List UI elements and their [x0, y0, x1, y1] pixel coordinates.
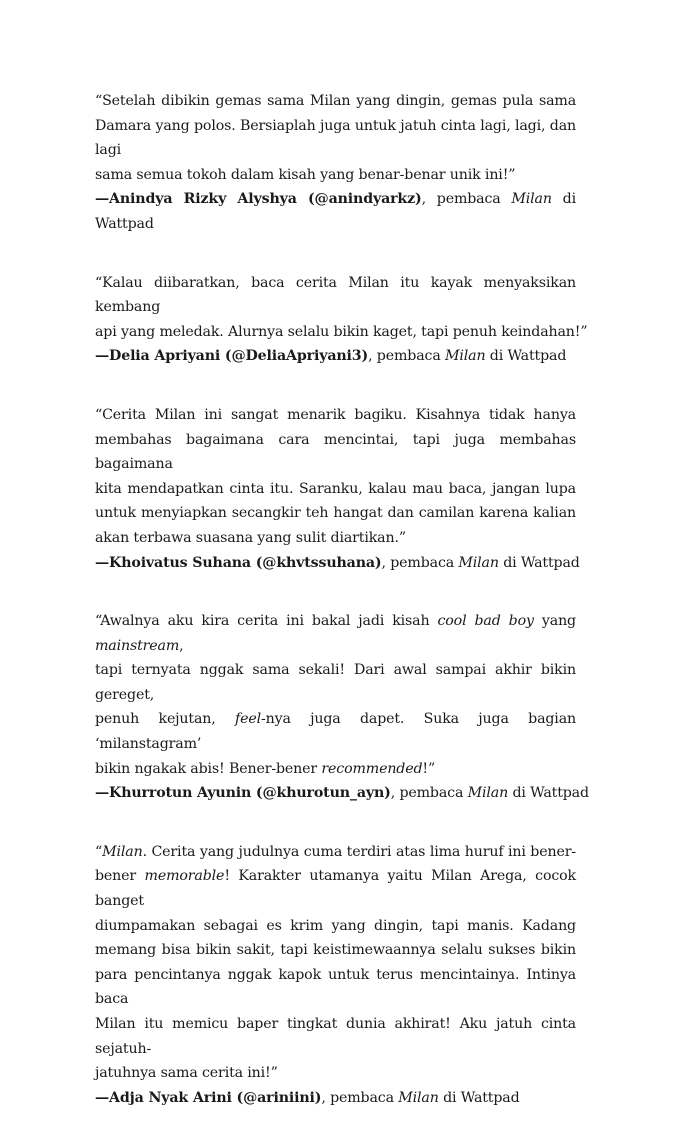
quote-line [95, 609, 576, 658]
italic-text: cool bad boy [437, 613, 534, 630]
text-run: di Wattpad [498, 554, 580, 571]
quote-line [95, 89, 576, 114]
reviewer-name: —Khoivatus Suhana (@khvtssuhana) [95, 554, 382, 571]
text-run: ! Karakter utamanya yaitu Milan Arega, cocok banget [95, 868, 576, 910]
reviewer-name: —Adja Nyak Arini (@ariniini) [95, 1089, 322, 1106]
quote-line [95, 526, 576, 551]
italic-text: Milan [398, 1089, 439, 1106]
quote-line [95, 757, 576, 782]
quote-line [95, 271, 576, 320]
text-run: , pembaca [321, 1089, 399, 1106]
quote-line [95, 914, 576, 939]
testimonial-list [95, 89, 589, 1110]
text-run: para pencintanya nggak kapok untuk terus mencintainya. Intinya baca [95, 966, 576, 1008]
italic-text: Milan [102, 843, 143, 860]
quote-line [95, 658, 576, 707]
text-run: di [551, 191, 576, 208]
quote-line [95, 163, 576, 188]
quote-line [95, 938, 576, 963]
text-run: “Setelah dibikin gemas sama Milan yang dingin, gemas pula sama [95, 93, 576, 109]
quote-line [95, 501, 576, 526]
text-run: , pembaca [390, 785, 468, 802]
reviewer-name: —Khurrotun Ayunin (@khurotun_ayn) [95, 785, 391, 802]
text-run: memang bisa bikin sakit, tapi keistimewaannya selalu sukses bikin [95, 942, 576, 959]
text-run: . Cerita yang judulnya cuma terdiri atas lima huruf ini bener- [142, 843, 576, 860]
text-run: kita mendapatkan cinta itu. Saranku, kalau mau baca, jangan lupa [95, 480, 576, 497]
testimonial [95, 609, 589, 806]
text-run: !” [422, 760, 436, 777]
italic-text: feel [234, 711, 261, 728]
quote-line [95, 1061, 576, 1086]
text-run: jatuhnya sama cerita ini!” [95, 1065, 278, 1082]
text-run: di Wattpad [485, 348, 567, 365]
attribution-line [95, 187, 576, 212]
testimonial [95, 271, 588, 369]
text-run: untuk menyiapkan secangkir teh hangat dan camilan karena kalian [95, 505, 576, 522]
reviewer-name: —Anindya Rizky Alyshya (@anindyarkz) [95, 191, 422, 208]
italic-text: mainstream [95, 637, 180, 654]
text-run: Damara yang polos. Bersiaplah juga untuk jatuh cinta lagi, lagi, dan lagi [95, 117, 576, 159]
testimonial [95, 89, 576, 237]
text-run: , [179, 637, 184, 654]
text-run: tapi ternyata nggak sama sekali! Dari awal sampai akhir bikin gereget, [95, 662, 576, 703]
quote-line [95, 707, 576, 756]
text-run: bener [95, 868, 145, 885]
attribution-line [95, 344, 576, 369]
text-run: , pembaca [368, 348, 445, 365]
attribution-line [95, 1086, 576, 1111]
attribution-line [95, 212, 576, 237]
testimonial [95, 840, 576, 1111]
attribution-line [95, 781, 589, 806]
italic-text: Milan [444, 348, 486, 365]
text-run: “Kalau diibaratkan, baca cerita Milan itu kayak menyaksikan kembang [95, 274, 576, 316]
text-run: api yang meledak. Alurnya selalu bikin kaget, tapi penuh keindahan!” [95, 323, 588, 340]
attribution-line [95, 551, 580, 576]
text-run: Wattpad [95, 215, 154, 232]
quote-line [95, 320, 588, 345]
italic-text: memorable [144, 868, 225, 885]
quote-line [95, 963, 576, 1012]
text-run: “Cerita Milan ini sangat menarik bagiku. Kisahnya tidak hanya [95, 406, 576, 423]
quote-line [95, 114, 576, 163]
text-run: membahas bagaimana cara mencintai, tapi juga membahas bagaimana [95, 431, 576, 473]
quote-line [95, 840, 576, 865]
text-run: di Wattpad [508, 785, 589, 802]
text-run: “Awalnya aku kira cerita ini bakal jadi kisah [95, 613, 438, 630]
text-run: akan terbawa suasana yang sulit diartikan.” [95, 529, 406, 546]
quote-line [95, 403, 576, 428]
italic-text: Milan [467, 785, 509, 802]
testimonial [95, 403, 580, 575]
text-run: yang [533, 613, 576, 630]
quote-line [95, 864, 576, 913]
text-run: -nya juga dapet. Suka juga bagian ‘milanstagram’ [95, 711, 576, 753]
text-run: di Wattpad [438, 1089, 520, 1106]
text-run: , pembaca [381, 554, 459, 571]
text-run: Milan itu memicu baper tingkat dunia akhirat! Aku jatuh cinta sejatuh- [95, 1016, 576, 1057]
quote-line [95, 1012, 576, 1061]
text-run: , pembaca [421, 191, 512, 208]
text-run: “ [95, 843, 103, 860]
text-run: diumpamakan sebagai es krim yang dingin, tapi manis. Kadang [95, 917, 576, 934]
text-run: sama semua tokoh dalam kisah yang benar-benar unik ini!” [95, 166, 516, 183]
italic-text: Milan [458, 554, 499, 571]
reviewer-name: —Delia Apriyani (@DeliaApriyani3) [95, 348, 369, 365]
quote-line [95, 477, 576, 502]
italic-text: recommended [321, 760, 423, 777]
document-page [95, 89, 589, 1144]
text-run: penuh kejutan, [95, 711, 235, 728]
text-run: bikin ngakak abis! Bener-bener [95, 760, 322, 777]
quote-line [95, 428, 576, 477]
italic-text: Milan [511, 191, 552, 208]
